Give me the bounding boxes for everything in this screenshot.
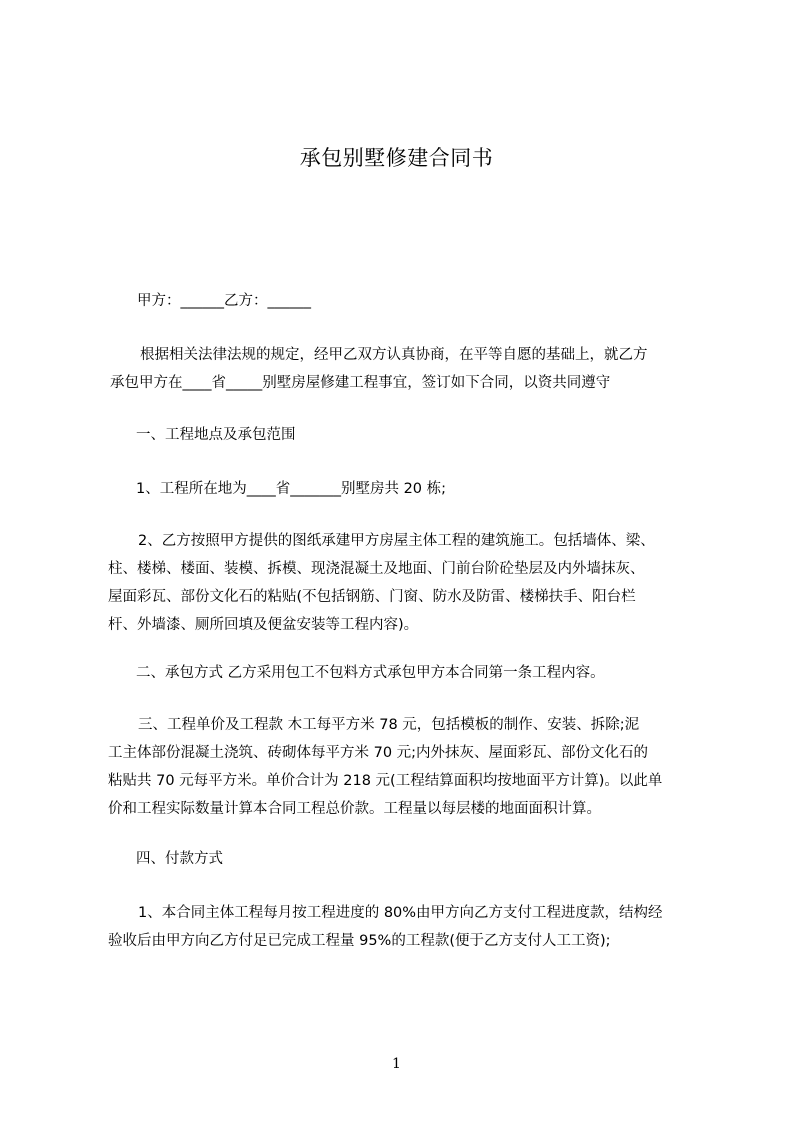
section1-item2-line-2: 柱、楼梯、楼面、装模、拆模、现浇混凝土及地面、门前台阶砼垫层及内外墙抹灰、: [108, 561, 645, 577]
section3-line-3: 粘贴共 70 元每平方米。单价合计为 218 元(工程结算面积均按地面平方计算)。以此单: [108, 773, 663, 789]
section2-paragraph: 二、承包方式 乙方采用包工不包料方式承包甲方本合同第一条工程内容。: [136, 665, 605, 681]
section4-item1-line-2: 验收后由甲方向乙方付足已完成工程量 95%的工程款(便于乙方支付人工工资);: [108, 933, 611, 949]
preamble-line-2: 承包甲方在____省_____别墅房屋修建工程事宜，签订如下合同，以资共同遵守: [110, 375, 611, 391]
section3-paragraph: [108, 711, 700, 823]
section3-line-1: 三、工程单价及工程款 木工每平方米 78 元，包括模板的制作、安装、拆除;泥: [138, 717, 640, 733]
section3-line-4: 价和工程实际数量计算本合同工程总价款。工程量以每层楼的地面面积计算。: [108, 801, 601, 817]
section1-item2-line-3: 屋面彩瓦、部份文化石的粘贴(不包括钢筋、门窗、防水及防雷、楼梯扶手、阳台栏: [108, 589, 636, 605]
preamble-line-1: 根据相关法律法规的规定，经甲乙双方认真协商，在平等自愿的基础上，就乙方: [140, 347, 648, 363]
section1-item2-line-4: 杆、外墙漆、厕所回填及便盆安装等工程内容)。: [108, 617, 419, 633]
parties-line: 甲方：______乙方：______: [137, 293, 311, 309]
section1-item2-paragraph: [108, 527, 700, 639]
section4-heading: 四、付款方式: [136, 851, 223, 867]
section4-item1-line-1: 1、本合同主体工程每月按工程进度的 80%由甲方向乙方支付工程进度款，结构经: [138, 905, 663, 921]
section4-item1-paragraph: [108, 899, 700, 955]
section3-line-2: 工主体部份混凝土浇筑、砖砌体每平方米 70 元;内外抹灰、屋面彩瓦、部份文化石的: [108, 745, 649, 761]
preamble-paragraph: [110, 341, 715, 397]
section1-item2-line-1: 2、乙方按照甲方提供的图纸承建甲方房屋主体工程的建筑施工。包括墙体、梁、: [138, 533, 655, 549]
section1-item1: 1、工程所在地为____省_______别墅房共 20 栋;: [136, 481, 447, 497]
section1-heading: 一、工程地点及承包范围: [136, 427, 296, 443]
document-title: 承包别墅修建合同书: [299, 146, 494, 170]
page-number: 1: [392, 1056, 401, 1072]
